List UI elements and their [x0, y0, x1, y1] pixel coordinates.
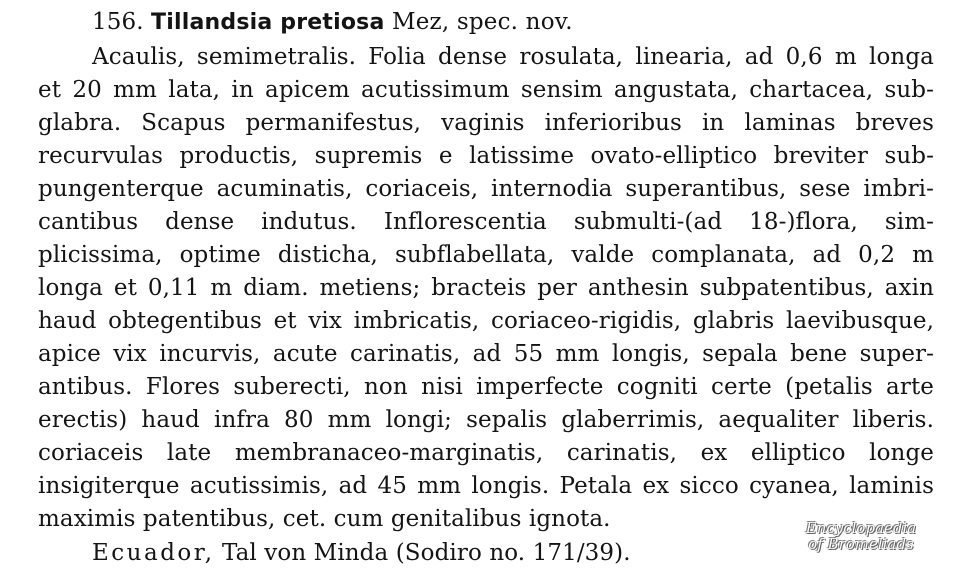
description-line: cantibus dense indutus. Inflorescentia submulti-(ad 18-)flora, sim-	[38, 209, 934, 235]
description-line: longa et 0,11 m diam. metiens; bracteis per anthesin subpatentibus, axin	[38, 275, 934, 301]
description-line: erectis) haud infra 80 mm longi; sepalis glaberrimis, aequaliter liberis.	[38, 407, 934, 433]
description-line: haud obtegentibus et vix imbricatis, coriaceo-rigidis, glabris laevibusque,	[38, 308, 934, 334]
description-line: apice vix incurvis, acute carinatis, ad 55 mm longis, sepala bene super-	[38, 341, 934, 367]
watermark-line-2: of Bromeliads	[808, 535, 914, 553]
description-line: coriaceis late membranaceo-marginatis, carinatis, ex elliptico longe	[38, 440, 934, 466]
description-line: Acaulis, semimetralis. Folia dense rosulata, linearia, ad 0,6 m longa	[92, 44, 934, 70]
description-line: et 20 mm lata, in apicem acutissimum sensim angustata, chartacea, sub-	[38, 77, 934, 103]
description-line: insigiterque acutissimis, ad 45 mm longis. Petala ex sicco cyanea, laminis	[38, 473, 934, 499]
locality-line	[92, 537, 631, 569]
description-line: plicissima, optime disticha, subflabellata, valde complanata, ad 0,2 m	[38, 242, 934, 268]
locality-country: Ecuador,	[92, 540, 215, 566]
description-line: recurvulas productis, supremis e latissime ovato-elliptico breviter sub-	[38, 143, 934, 169]
description-line: maximis patentibus, cet. cum genitalibus ignota.	[38, 506, 611, 532]
species-authority: Mez, spec. nov.	[391, 9, 573, 35]
species-heading	[92, 6, 573, 38]
entry-number: 156.	[92, 9, 144, 35]
species-name: Tillandsia pretiosa	[151, 10, 385, 35]
description-line: pungenterque acuminatis, coriaceis, internodia superantibus, sese imbri-	[38, 176, 934, 202]
description-line: antibus. Flores suberecti, non nisi imperfecte cogniti certe (petalis arte	[38, 374, 934, 400]
locality-details: Tal von Minda (Sodiro no. 171/39).	[221, 540, 631, 566]
watermark-line-1: Encyclopaedia	[805, 519, 917, 537]
watermark	[785, 520, 937, 552]
description-line: glabra. Scapus permanifestus, vaginis inferioribus in laminas breves	[38, 110, 934, 136]
